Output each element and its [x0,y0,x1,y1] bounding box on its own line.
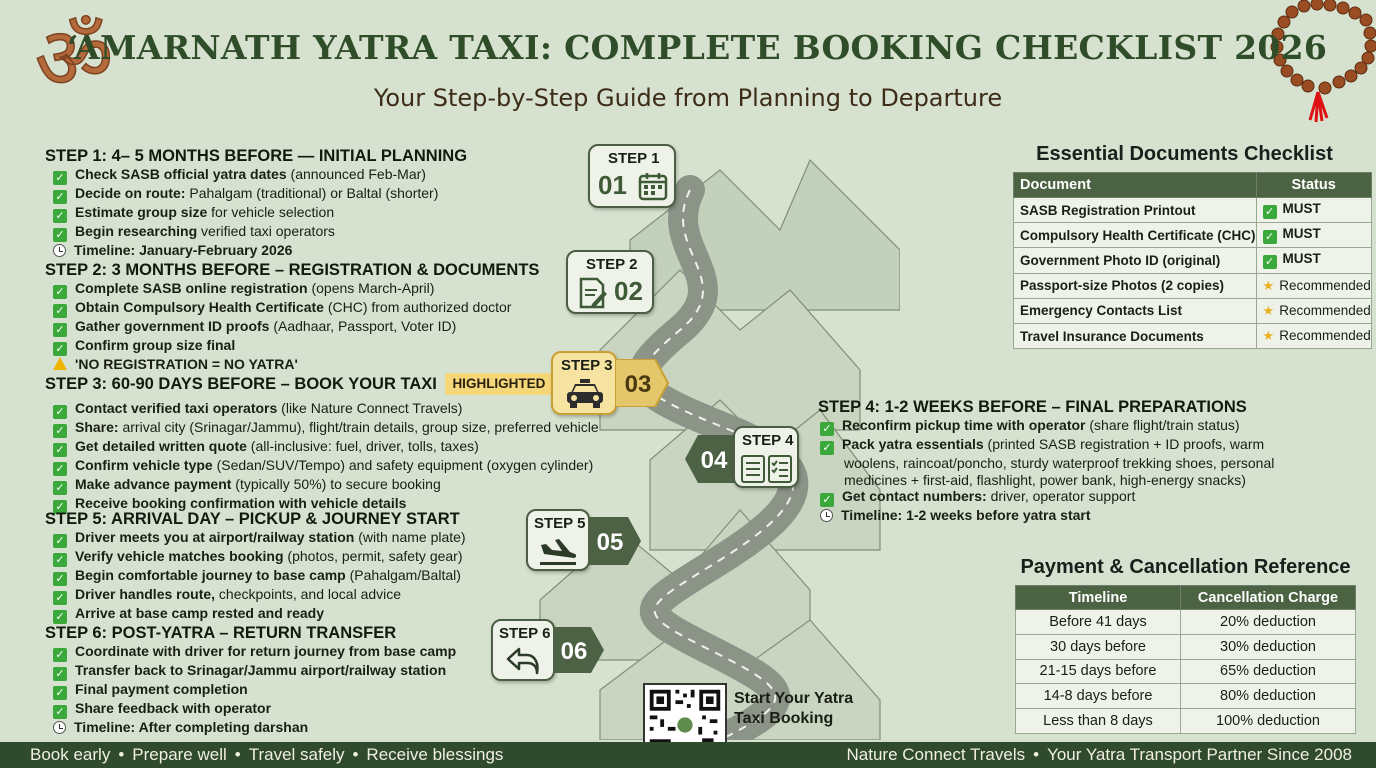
step-4-tag [684,435,740,483]
list-item: ✓ Obtain Compulsory Health Certificate (CHC) from authorized doctor [45,299,539,318]
airplane-landing-icon [538,537,578,567]
charge-cell: 30% deduction [1181,634,1356,659]
charge-cell: 80% deduction [1181,684,1356,709]
step-6-badge [491,619,555,681]
step-6-badge-number: 06 [560,638,588,665]
check-icon: ✓ [53,443,67,457]
taxi-icon [565,379,605,409]
payment-reference-table [1015,585,1356,734]
step-4-heading: STEP 4: 1-2 WEEKS BEFORE – FINAL PREPARATIONS [818,398,1247,416]
table-row [1014,223,1372,248]
check-icon: ✓ [53,481,67,495]
step-5-badge-label: STEP 5 [534,515,586,532]
qr-caption [734,689,853,729]
doc-status: ★ Recommended [1256,323,1371,348]
step-6-tag [553,627,605,673]
footer-tag: Book early [30,745,111,764]
column-header-status: Status [1256,173,1371,198]
table-row [1014,248,1372,273]
footer-tagline: Book early • Prepare well • Travel safely • Receive blessings [30,745,504,764]
check-icon: ✓ [53,209,67,223]
clock-icon [53,721,66,734]
qr-caption-line-1: Start Your Yatra [734,690,854,707]
step-5-badge [526,509,590,571]
list-item: ✓ Receive booking confirmation with vehicle details [45,495,599,514]
table-row [1014,323,1372,348]
table-row [1014,273,1372,298]
charge-cell: 100% deduction [1181,709,1356,734]
table-header-row [1014,173,1372,198]
doc-status: ✓ MUST [1256,198,1371,223]
step-5-tag [588,517,642,565]
check-icon: ✓ [53,500,67,514]
list-item: ✓ Final payment completion [45,681,456,700]
footer-brand: Nature Connect Travels • Your Yatra Transport Partner Since 2008 [846,745,1352,764]
timeline-note: Timeline: January-February 2026 [45,242,467,259]
footer-company: Nature Connect Travels [846,745,1026,764]
list-item: ✓ Confirm vehicle type (Sedan/SUV/Tempo) and safety equipment (oxygen cylinder) [45,457,599,476]
doc-name: Compulsory Health Certificate (CHC) [1014,223,1257,248]
step-1-heading: STEP 1: 4– 5 MONTHS BEFORE — INITIAL PLANNING [45,147,468,165]
step-2-section [45,260,539,373]
timeline-note: Timeline: 1-2 weeks before yatra start [818,507,1274,524]
list-item: ✓ Begin researching verified taxi operators [45,223,467,242]
list-item: ✓ Get contact numbers: driver, operator support [818,488,1274,507]
step-3-tag [615,359,669,407]
step-3-badge-label: STEP 3 [561,357,613,374]
step-6-heading: STEP 6: POST-YATRA – RETURN TRANSFER [45,624,397,642]
check-icon: ✓ [53,171,67,185]
timeline-cell: 30 days before [1016,634,1181,659]
list-item: ✓ Gather government ID proofs (Aadhaar, Passport, Voter ID) [45,318,539,337]
list-item: ✓ Transfer back to Srinagar/Jammu airport/railway station [45,662,456,681]
step-1-badge-number: 01 [598,170,627,200]
doc-status: ★ Recommended [1256,298,1371,323]
charge-cell: 65% deduction [1181,659,1356,684]
step-5-heading: STEP 5: ARRIVAL DAY – PICKUP & JOURNEY START [45,510,460,528]
clock-icon [820,509,833,522]
step-1-section [45,146,467,259]
check-icon: ✓ [53,705,67,719]
step-3-badge [551,351,617,415]
footer-bar [0,742,1376,768]
page-title: ‘AMARNATH YATRA TAXI: COMPLETE BOOKING CHECKLIST 2026 [66,28,1328,67]
star-icon: ★ [1262,328,1275,344]
list-item-continued: medicines + first-aid, flashlight, power bank, high-energy snacks) [844,471,1246,488]
check-icon: ✓ [53,462,67,476]
check-icon: ✓ [820,441,834,455]
doc-status: ✓ MUST [1256,223,1371,248]
doc-name: Passport-size Photos (2 copies) [1014,273,1257,298]
check-icon: ✓ [53,610,67,624]
check-icon: ✓ [820,493,834,507]
table-row [1014,298,1372,323]
timeline-cell: 21-15 days before [1016,659,1181,684]
check-icon: ✓ [53,686,67,700]
step-4-badge-number: 04 [700,447,728,474]
footer-tag: Travel safely [248,745,345,764]
warning-note: 'NO REGISTRATION = NO YATRA' [45,356,539,373]
step-6-section [45,623,456,736]
step-2-badge [566,250,654,314]
footer-slogan: Your Yatra Transport Partner Since 2008 [1047,745,1352,764]
step-2-heading: STEP 2: 3 MONTHS BEFORE – REGISTRATION & DOCUMENTS [45,261,540,279]
list-item: ✓ Coordinate with driver for return journey from base camp [45,643,456,662]
check-icon: ✓ [53,405,67,419]
check-icon: ✓ [53,285,67,299]
list-item: ✓ Driver meets you at airport/railway station (with name plate) [45,529,466,548]
check-icon: ✓ [53,648,67,662]
step-5-badge-number: 05 [596,529,624,556]
list-item-continued: woolens, raincoat/poncho, sturdy waterproof trekking shoes, personal [844,455,1275,471]
check-icon: ✓ [53,323,67,337]
highlighted-badge: HIGHLIGHTED [445,373,552,395]
check-icon: ✓ [53,342,67,356]
timeline-note: Timeline: After completing darshan [45,719,456,736]
list-item: ✓ Make advance payment (typically 50%) to secure booking [45,476,599,495]
list-item: ✓ Contact verified taxi operators (like Nature Connect Travels) [45,400,599,419]
timeline-cell: 14-8 days before [1016,684,1181,709]
table-row [1016,684,1356,709]
list-item: ✓ Get detailed written quote (all-inclusive: fuel, driver, tolls, taxes) [45,438,599,457]
charge-cell: 20% deduction [1181,610,1356,635]
step-6-badge-label: STEP 6 [499,625,551,642]
clock-icon [53,244,66,257]
docs-checklist-table [1013,172,1372,349]
check-icon: ✓ [53,190,67,204]
step-5-section [45,509,466,624]
return-arrow-icon [505,646,541,676]
step-1-badge-label: STEP 1 [608,150,660,167]
check-icon: ✓ [53,424,67,438]
list-item: ✓ Estimate group size for vehicle selection [45,204,467,223]
list-item: ✓ Reconfirm pickup time with operator (share flight/train status) [818,417,1274,436]
check-icon: ✓ [53,591,67,605]
payment-reference-title: Payment & Cancellation Reference [1020,556,1351,578]
doc-name: Government Photo ID (original) [1014,248,1257,273]
list-item: ✓ Driver handles route, checkpoints, and local advice [45,586,466,605]
doc-name: Travel Insurance Documents [1014,323,1257,348]
check-icon: ✓ [53,572,67,586]
doc-name: Emergency Contacts List [1014,298,1257,323]
timeline-cell: Less than 8 days [1016,709,1181,734]
table-row [1016,659,1356,684]
doc-status: ✓ MUST [1256,248,1371,273]
check-icon: ✓ [1263,205,1277,219]
checklist-icon [741,453,793,483]
column-header-document: Document [1014,173,1257,198]
list-item: ✓ Confirm group size final [45,337,539,356]
doc-status: ★ Recommended [1256,273,1371,298]
calendar-icon [638,171,668,201]
list-item: ✓ Check SASB official yatra dates (announced Feb-Mar) [45,166,467,185]
star-icon: ★ [1262,302,1275,318]
list-item: ✓ Verify vehicle matches booking (photos, permit, safety gear) [45,548,466,567]
list-item: ✓ Share feedback with operator [45,700,456,719]
table-row [1016,610,1356,635]
check-icon: ✓ [1263,255,1277,269]
column-header-timeline: Timeline [1016,586,1181,610]
step-2-badge-label: STEP 2 [586,256,638,273]
doc-name: SASB Registration Printout [1014,198,1257,223]
table-row [1016,709,1356,734]
step-1-badge [588,144,676,208]
check-icon: ✓ [53,553,67,567]
list-item: ✓ Complete SASB online registration (opens March-April) [45,280,539,299]
step-4-badge-label: STEP 4 [742,432,794,449]
table-row [1016,634,1356,659]
check-icon: ✓ [1263,230,1277,244]
star-icon: ★ [1262,277,1275,293]
qr-caption-line-2: Taxi Booking [734,710,834,727]
step-3-badge-number: 03 [624,371,652,398]
check-icon: ✓ [53,228,67,242]
docs-checklist-title: Essential Documents Checklist [1036,143,1333,165]
list-item: ✓ Share: arrival city (Srinagar/Jammu), flight/train details, group size, preferred vehicle [45,419,599,438]
list-item: ✓ Pack yatra essentials (printed SASB registration + ID proofs, warm [818,436,1274,455]
table-row [1014,198,1372,223]
check-icon: ✓ [53,534,67,548]
list-item: ✓ Begin comfortable journey to base camp (Pahalgam/Baltal) [45,567,466,586]
list-item: ✓ Decide on route: Pahalgam (traditional) or Baltal (shorter) [45,185,467,204]
step-2-badge-number: 02 [614,276,643,306]
column-header-cancellation-charge: Cancellation Charge [1181,586,1356,610]
document-pen-icon [578,277,608,309]
warning-icon [53,357,67,370]
step-3-heading: STEP 3: 60-90 DAYS BEFORE – BOOK YOUR TAXI HIGHLIGHTED [45,373,599,395]
table-header-row [1016,586,1356,610]
timeline-cell: Before 41 days [1016,610,1181,635]
svg-text:ॐ: ॐ [34,10,114,102]
check-icon: ✓ [53,304,67,318]
check-icon: ✓ [820,422,834,436]
footer-tag: Receive blessings [366,745,504,764]
page-subtitle: Your Step-by-Step Guide from Planning to Departure [373,84,1003,112]
list-item: ✓ Arrive at base camp rested and ready [45,605,466,624]
footer-tag: Prepare well [132,745,227,764]
check-icon: ✓ [53,667,67,681]
step-4-badge [733,426,799,488]
step-4-section [818,397,1274,524]
